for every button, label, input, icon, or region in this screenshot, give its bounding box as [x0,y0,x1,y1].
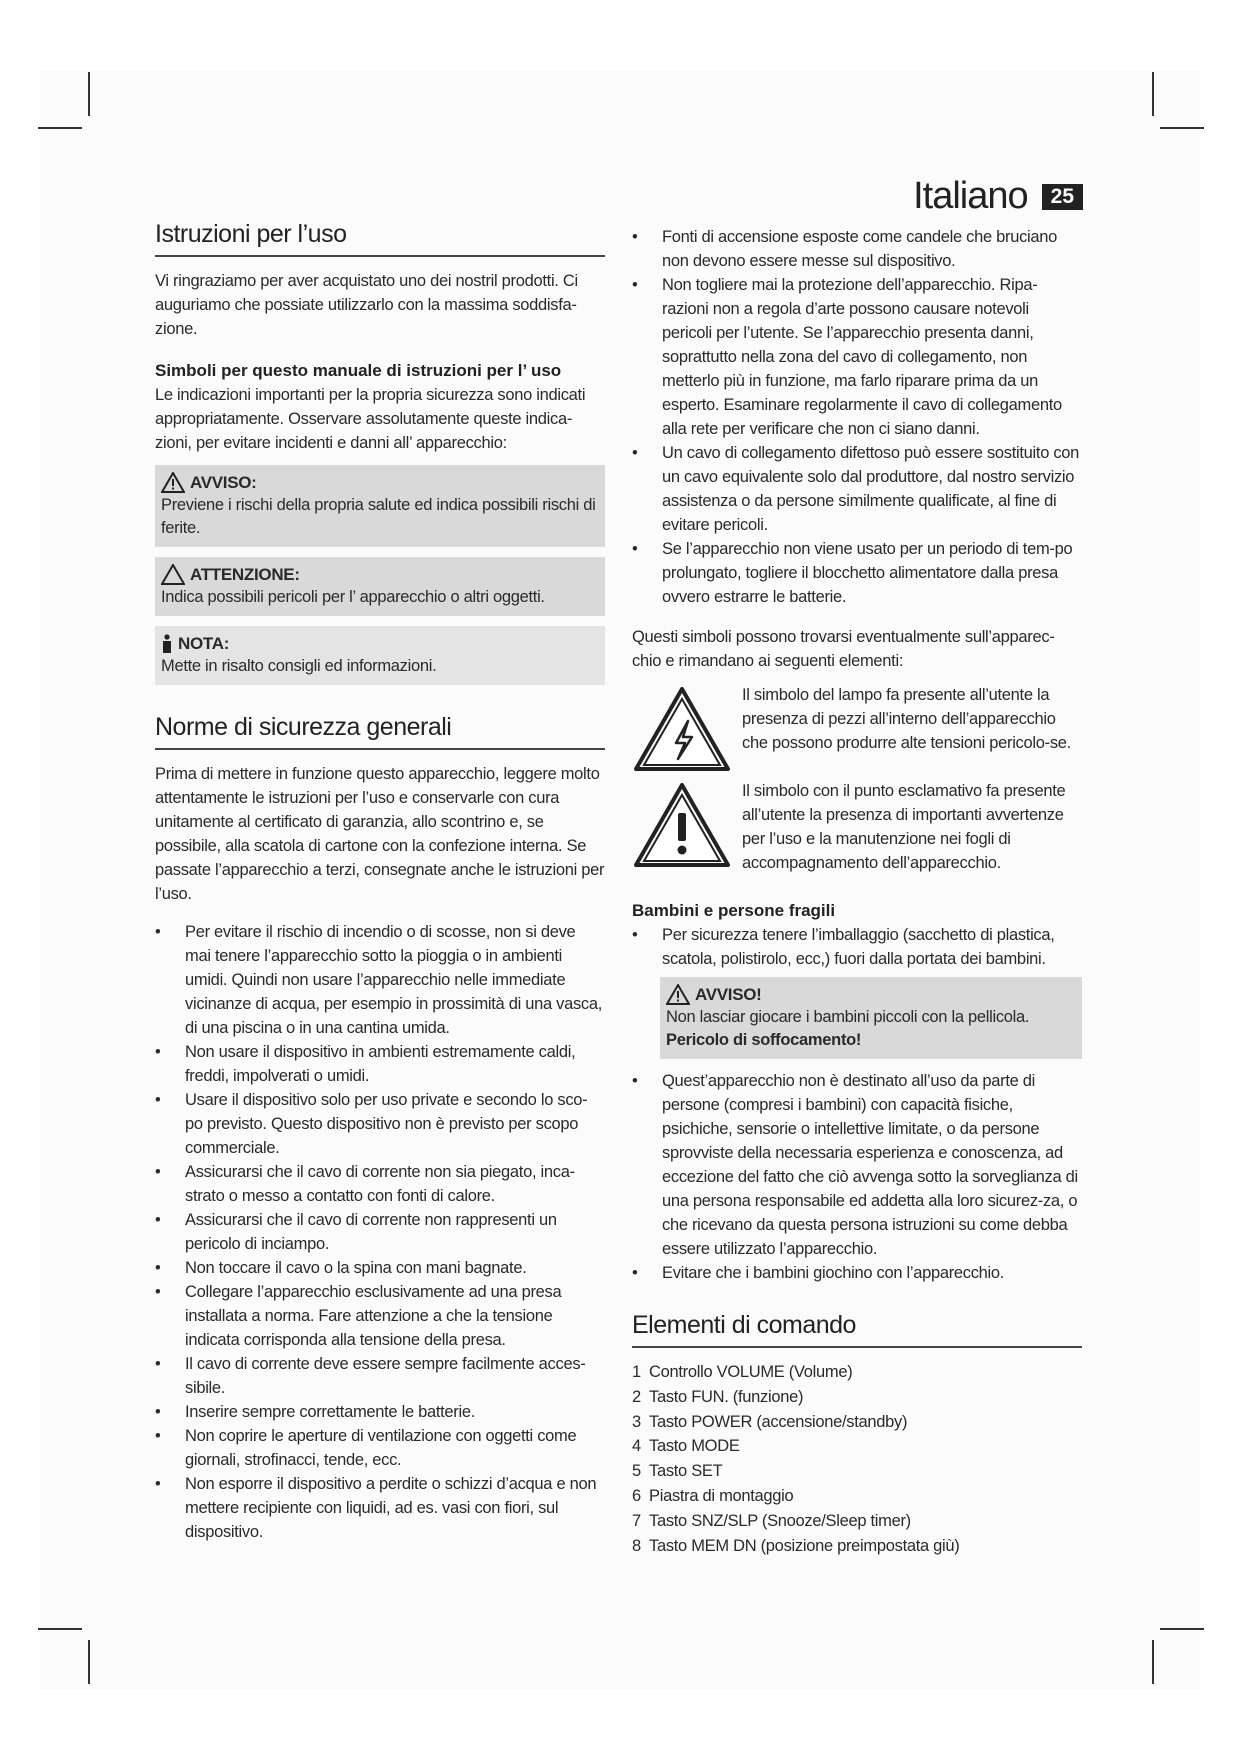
safety-list-continued [632,225,1082,609]
control-item: 7 Tasto SNZ/SLP (Snooze/Sleep timer) [632,1511,911,1530]
crop-mark [38,1628,82,1630]
list-item: • Assicurarsi che il cavo di corrente non rappresenti un pericolo di inciampo. [155,1208,605,1256]
list-item: • Usare il dispositivo solo per uso private e secondo lo sco-po previsto. Questo dispositivo non è previsto per scopo commerciale. [155,1088,605,1160]
warning-triangle-icon [666,984,690,1005]
lightning-symbol-text: Il simbolo del lampo fa presente all’utente la presenza di pezzi all’interno dell’apparecchio che possono produrre alte tensioni pericolo-se. [742,686,1071,752]
symbols-paragraph: Le indicazioni importanti per la propria sicurezza sono indicati appropriatamente. Osservare assolutamente queste indica-zioni, per evitare incidenti e danni all’ apparecchio: [155,386,586,452]
list-item: • Non coprire le aperture di ventilazione con oggetti come giornali, strofinacci, tende, ecc. [155,1424,605,1472]
caution-triangle-icon [161,564,185,585]
safety-intro-paragraph: Prima di mettere in funzione questo apparecchio, leggere molto attentamente le istruzioni per l’uso e conservarle con cura unitamente al certificato di garanzia, allo scontrino e, se possibile, alla scatola di cartone con la confezione interna. Se passate l’apparecchio a terzi, consegnate anche le istruzioni per l’uso. [155,765,605,903]
caution-title: ATTENZIONE: [190,565,300,584]
section-title-instructions: Istruzioni per l’uso [155,220,605,257]
warning-text: Previene i rischi della propria salute ed indica possibili rischi di ferite. [161,496,596,537]
exclamation-symbol-text: Il simbolo con il punto esclamativo fa presente all’utente la presenza di importanti avvertenze per l’uso e la manutenzione nei fogli di accompagnamento dell’apparecchio. [742,782,1066,872]
control-item: 4 Tasto MODE [632,1437,740,1456]
list-item: • Evitare che i bambini giochino con l’apparecchio. [632,1261,1082,1285]
exclamation-warning-icon [632,781,732,871]
list-item: • Non usare il dispositivo in ambienti estremamente caldi, freddi, impolverati o umidi. [155,1040,605,1088]
left-column [155,220,605,1554]
children-warning-text: Non lasciar giocare i bambini piccoli con la pellicola. [666,1008,1030,1026]
children-warning-title: AVVISO! [695,985,762,1004]
list-item: • Inserire sempre correttamente le batterie. [155,1400,605,1424]
warning-title: AVVISO: [190,473,257,492]
control-item: 5 Tasto SET [632,1462,723,1481]
crop-mark [88,72,90,116]
crop-mark [1160,1628,1204,1630]
warning-triangle-icon [161,472,185,493]
list-item: • Quest’apparecchio non è destinato all’uso da parte di persone (compresi i bambini) con capacità fisiche, psichiche, sensorie o intellettive limitate, o da persone sprovviste della necessaria esperienza e conoscenza, ad eccezione del fatto che ciò avvenga sotto la sorveglianza di una persona responsabile ed addetta alla loro sicurez-za, o che ricevano da questa persona istruzioni su come debba essere utilizzato l’apparecchio. [632,1069,1082,1261]
intro-paragraph: Vi ringraziamo per aver acquistato uno dei nostril prodotti. Ci auguriamo che possiate utilizzarlo con la massima soddisfa-zione. [155,272,578,338]
crop-mark [1160,127,1204,129]
children-list-continued [632,1069,1082,1285]
controls-list [632,1360,1082,1558]
crop-mark [1152,72,1154,116]
language-label: Italiano [913,175,1028,217]
note-text: Mette in risalto consigli ed informazioni. [161,657,437,675]
lightning-warning-icon [632,685,732,775]
list-item: • Per sicurezza tenere l’imballaggio (sacchetto di plastica, scatola, polistirolo, ecc,) fuori dalla portata dei bambini. [632,923,1082,971]
children-heading: Bambini e persone fragili [632,901,836,920]
warning-box [155,465,605,547]
children-list [632,923,1082,971]
control-item: 1 Controllo VOLUME (Volume) [632,1363,853,1381]
symbols-heading: Simboli per questo manuale di istruzioni per l’ uso [155,361,562,380]
right-column [632,225,1082,1558]
section-title-controls: Elementi di comando [632,1311,1082,1348]
list-item: • Non esporre il dispositivo a perdite o schizzi d’acqua e non mettere recipiente con liquidi, ad es. vasi con fiori, sul dispositivo. [155,1472,605,1544]
page-number: 25 [1042,184,1083,210]
crop-mark [1152,1640,1154,1684]
safety-list [155,920,605,1544]
children-warning-emphasis: Pericolo di soffocamento! [666,1031,862,1049]
caution-box [155,557,605,616]
list-item: • Non toccare il cavo o la spina con mani bagnate. [155,1256,605,1280]
control-item: 6 Piastra di montaggio [632,1486,794,1505]
list-item: • Collegare l’apparecchio esclusivamente ad una presa installata a norma. Fare attenzione a che la tensione indicata corrisponda alla tensione della presa. [155,1280,605,1352]
info-icon [161,634,173,654]
note-title: NOTA: [178,634,230,653]
list-item: • Un cavo di collegamento difettoso può essere sostituito con un cavo equivalente solo dal produttore, dal nostro servizio assistenza o da persone similmente qualificate, al fine di evitare pericoli. [632,441,1082,537]
control-item: 3 Tasto POWER (accensione/standby) [632,1412,908,1431]
page-header [913,175,1083,218]
crop-mark [38,127,82,129]
control-item: 8 Tasto MEM DN (posizione preimpostata giù) [632,1536,960,1555]
children-warning-box [660,977,1082,1059]
list-item: • Assicurarsi che il cavo di corrente non sia piegato, inca-strato o messo a contatto con fonti di calore. [155,1160,605,1208]
note-box [155,626,605,685]
list-item: • Per evitare il rischio di incendio o di scosse, non si deve mai tenere l’apparecchio sotto la pioggia o in ambienti umidi. Quindi non usare l’apparecchio nelle immediate vicinanze di acqua, per esempio in prossimità di una vasca, di una piscina o in una cantina umida. [155,920,605,1040]
crop-mark [88,1640,90,1684]
symbols-intro-paragraph: Questi simboli possono trovarsi eventualmente sull’apparec-chio e rimandano ai seguenti elementi: [632,628,1055,670]
exclamation-symbol-row [632,779,1082,875]
section-title-safety: Norme di sicurezza generali [155,713,605,750]
list-item: • Non togliere mai la protezione dell’apparecchio. Ripa-razioni non a regola d’arte possono causare notevoli pericoli per l’utente. Se l’apparecchio presenta danni, soprattutto nella zona del cavo di collegamento, non metterlo più in funzione, ma farlo riparare prima da un esperto. Esaminare regolarmente il cavo di collegamento alla rete per verificare che non ci siano danni. [632,273,1082,441]
caution-text: Indica possibili pericoli per l’ apparecchio o altri oggetti. [161,588,545,606]
list-item: • Il cavo di corrente deve essere sempre facilmente acces-sibile. [155,1352,605,1400]
list-item: • Fonti di accensione esposte come candele che bruciano non devono essere messe sul dispositivo. [632,225,1082,273]
list-item: • Se l’apparecchio non viene usato per un periodo di tem-po prolungato, togliere il blocchetto alimentatore dalla presa ovvero estrarre le batterie. [632,537,1082,609]
lightning-symbol-row [632,683,1082,775]
control-item: 2 Tasto FUN. (funzione) [632,1387,804,1406]
